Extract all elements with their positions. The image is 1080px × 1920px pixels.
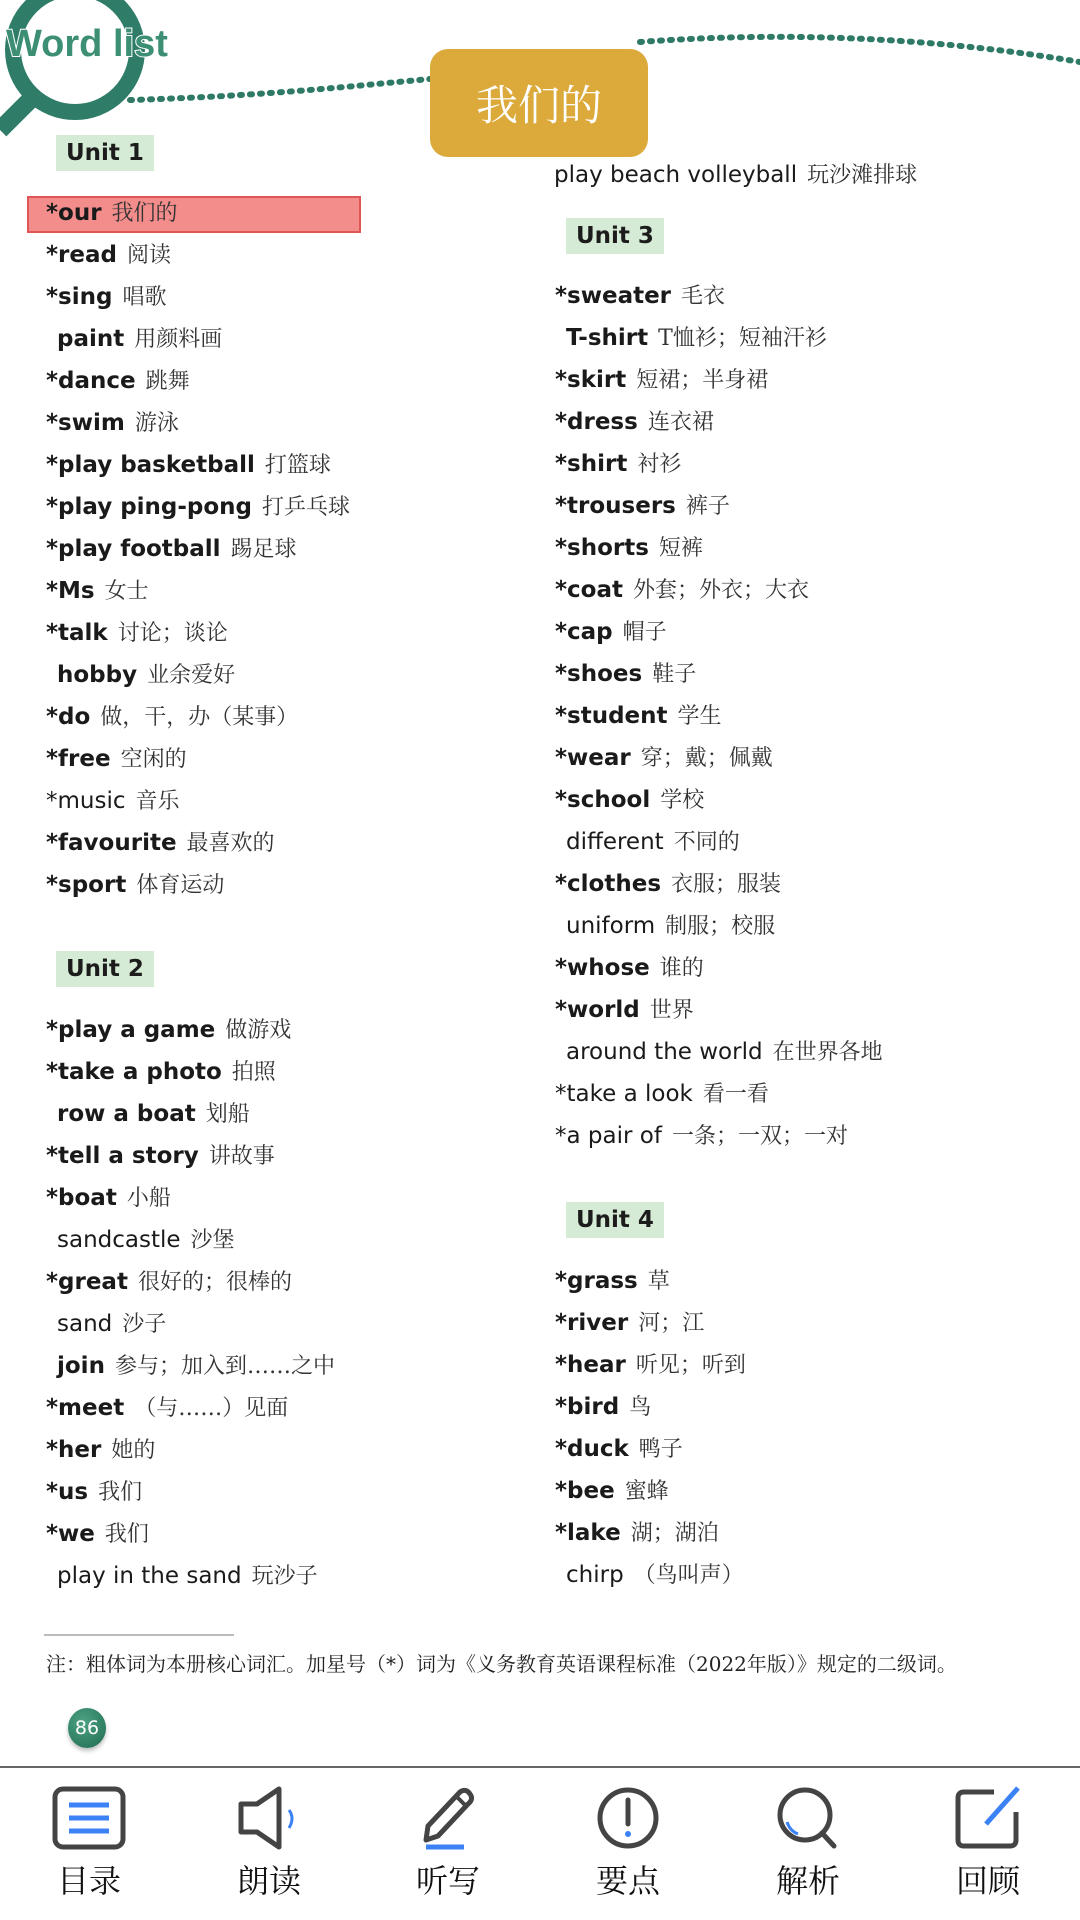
unit-heading: Unit 4 [566, 1202, 664, 1238]
footnote: 注：粗体词为本册核心词汇。加星号（*）词为《义务教育英语课程标准（2022年版）》规定的二级词。 [46, 1652, 957, 1676]
word-entry[interactable] [566, 1037, 883, 1068]
search-icon [770, 1786, 846, 1850]
word-english: *dance [46, 368, 136, 394]
word-chinese: 讨论；谈论 [117, 621, 228, 646]
word-english: *read [46, 242, 117, 268]
word-english: *her [46, 1437, 102, 1463]
nav-read-aloud[interactable] [209, 1770, 329, 1902]
word-entry[interactable] [555, 1308, 704, 1339]
word-english: different [566, 829, 664, 855]
word-entry[interactable] [566, 827, 740, 858]
list-icon [51, 1786, 127, 1850]
word-english: *duck [555, 1436, 629, 1462]
word-chinese: 拍照 [231, 1060, 276, 1085]
nav-label: 解析 [775, 1862, 840, 1900]
word-entry[interactable] [46, 282, 166, 313]
word-chinese: 我们 [98, 1480, 143, 1505]
word-entry[interactable] [46, 1141, 275, 1172]
word-english: play beach volleyball [554, 162, 798, 188]
word-chinese: 用颜料画 [134, 327, 223, 352]
word-english: *trousers [555, 493, 676, 519]
word-entry[interactable] [57, 1099, 250, 1130]
bottom-nav [0, 1770, 1080, 1920]
word-entry[interactable] [555, 575, 809, 606]
word-english: play in the sand [57, 1563, 242, 1589]
word-entry[interactable] [566, 911, 775, 942]
nav-dictation[interactable] [388, 1770, 508, 1902]
word-chinese: 空闲的 [120, 747, 187, 772]
word-english: *play ping-pong [46, 494, 253, 520]
word-english: *lake [555, 1520, 621, 1546]
word-english: chirp [566, 1562, 624, 1588]
nav-label: 听写 [415, 1862, 480, 1900]
word-chinese: 草 [647, 1269, 670, 1294]
word-chinese: 很好的；很棒的 [137, 1270, 292, 1295]
word-entry[interactable] [555, 869, 781, 900]
word-english: uniform [566, 913, 656, 939]
word-entry[interactable] [46, 744, 187, 775]
word-entry[interactable] [46, 366, 190, 397]
word-entry[interactable] [555, 533, 703, 564]
word-chinese: 帽子 [622, 620, 667, 645]
word-english: *cap [555, 619, 613, 645]
word-chinese: 她的 [111, 1438, 156, 1463]
word-entry[interactable] [555, 785, 704, 816]
word-english: paint [57, 326, 125, 352]
unit-heading: Unit 1 [56, 135, 154, 171]
word-english: *play a game [46, 1017, 216, 1043]
word-entry[interactable] [555, 1518, 719, 1549]
word-english: *skirt [555, 367, 627, 393]
word-entry[interactable] [46, 1183, 171, 1214]
word-chinese: 打篮球 [264, 453, 331, 478]
nav-label: 目录 [56, 1862, 121, 1900]
word-english: *bird [555, 1394, 620, 1420]
word-chinese: 短裙；半身裙 [636, 368, 769, 393]
word-chinese: 衣服；服装 [671, 872, 782, 897]
word-english: *sport [46, 872, 127, 898]
word-chinese: 裤子 [685, 494, 730, 519]
word-entry[interactable] [555, 995, 694, 1026]
word-english: *dress [555, 409, 638, 435]
word-entry[interactable] [555, 365, 768, 396]
word-entry[interactable] [46, 450, 331, 481]
word-entry[interactable] [555, 281, 725, 312]
word-entry[interactable] [46, 618, 228, 649]
word-chinese: 谁的 [659, 956, 704, 981]
word-entry[interactable] [555, 1392, 651, 1423]
word-english: sandcastle [57, 1227, 181, 1253]
word-english: *play football [46, 536, 221, 562]
word-english: *swim [46, 410, 125, 436]
edit-square-icon [950, 1786, 1026, 1850]
word-chinese: 我们 [104, 1522, 149, 1547]
word-english: *favourite [46, 830, 177, 856]
word-entry[interactable] [555, 1476, 669, 1507]
word-entry[interactable] [57, 1309, 166, 1340]
word-english: *shoes [555, 661, 643, 687]
word-english: T-shirt [566, 325, 649, 351]
word-english: *shirt [555, 451, 628, 477]
word-chinese: 学生 [677, 704, 722, 729]
nav-label: 回顾 [955, 1862, 1020, 1900]
word-chinese: 鞋子 [652, 662, 697, 687]
word-entry[interactable] [46, 786, 180, 817]
word-english: *meet [46, 1395, 125, 1421]
word-entry[interactable] [555, 1079, 769, 1110]
word-entry[interactable] [46, 576, 149, 607]
word-chinese: 参与；加入到……之中 [114, 1354, 335, 1379]
word-chinese: 做游戏 [225, 1018, 292, 1043]
nav-analysis[interactable] [748, 1770, 868, 1902]
word-chinese: 玩沙滩排球 [807, 163, 918, 188]
word-chinese: 玩沙子 [251, 1564, 318, 1589]
pencil-icon [410, 1786, 486, 1850]
word-chinese: 短裤 [658, 536, 703, 561]
word-chinese: 湖；湖泊 [630, 1521, 719, 1546]
word-chinese: 鸟 [629, 1395, 652, 1420]
word-entry[interactable] [555, 659, 696, 690]
unit-heading: Unit 3 [566, 218, 664, 254]
word-chinese: 小船 [126, 1186, 171, 1211]
word-entry[interactable] [46, 828, 275, 859]
word-chinese: 看一看 [702, 1082, 769, 1107]
nav-label: 朗读 [236, 1862, 301, 1900]
word-entry[interactable] [554, 160, 917, 191]
word-english: *play basketball [46, 452, 255, 478]
word-chinese: 不同的 [673, 830, 740, 855]
page-number-badge: 86 [68, 1708, 106, 1748]
word-entry[interactable] [46, 1477, 142, 1508]
exclamation-circle-icon [590, 1786, 666, 1850]
word-chinese: （鸟叫声） [633, 1563, 744, 1588]
nav-contents[interactable] [29, 1770, 149, 1902]
word-chinese: 唱歌 [122, 285, 167, 310]
word-chinese: 河；江 [638, 1311, 705, 1336]
word-english: around the world [566, 1039, 763, 1065]
word-english: *free [46, 746, 111, 772]
word-chinese: 划船 [205, 1102, 250, 1127]
word-entry[interactable] [555, 449, 681, 480]
word-english: *grass [555, 1268, 638, 1294]
word-entry[interactable] [57, 1225, 235, 1256]
word-english: *take a look [555, 1081, 693, 1107]
word-english: *hear [555, 1352, 626, 1378]
word-entry[interactable] [566, 323, 827, 354]
word-chinese: 打乒乓球 [262, 495, 351, 520]
nav-review[interactable] [928, 1770, 1048, 1902]
word-entry[interactable] [57, 660, 235, 691]
word-english: *us [46, 1479, 89, 1505]
word-english: *a pair of [555, 1123, 662, 1149]
word-entry[interactable] [555, 1266, 670, 1297]
word-chinese: 女士 [104, 579, 149, 604]
word-chinese: 学校 [660, 788, 705, 813]
word-chinese: 衬衫 [637, 452, 682, 477]
word-english: *Ms [46, 578, 95, 604]
word-chinese: 制服；校服 [665, 914, 776, 939]
word-entry[interactable] [46, 1393, 288, 1424]
word-chinese: 跳舞 [145, 369, 190, 394]
word-entry[interactable] [46, 1015, 291, 1046]
word-chinese: 沙堡 [190, 1228, 235, 1253]
word-chinese: 体育运动 [136, 873, 225, 898]
word-entry[interactable] [46, 240, 171, 271]
word-entry[interactable] [555, 1434, 683, 1465]
nav-label: 要点 [595, 1862, 660, 1900]
word-english: hobby [57, 662, 138, 688]
magnifier-logo [0, 0, 137, 130]
word-chinese: 连衣裙 [647, 410, 714, 435]
word-chinese: 穿；戴；佩戴 [640, 746, 773, 771]
word-english: *take a photo [46, 1059, 222, 1085]
word-entry[interactable] [46, 492, 350, 523]
word-chinese: 业余爱好 [147, 663, 236, 688]
word-chinese: 阅读 [126, 243, 171, 268]
word-chinese: 游泳 [134, 411, 179, 436]
word-chinese: 一条；一双；一对 [671, 1124, 848, 1149]
word-entry[interactable] [555, 491, 730, 522]
translation-popup[interactable] [430, 49, 648, 157]
word-chinese: 最喜欢的 [186, 831, 275, 856]
word-chinese: 做，干，办（某事） [100, 705, 299, 730]
word-english: *bee [555, 1478, 615, 1504]
word-english: *coat [555, 577, 623, 603]
word-entry[interactable] [555, 407, 714, 438]
word-entry[interactable] [46, 408, 179, 439]
nav-key-points[interactable] [568, 1770, 688, 1902]
word-english: *school [555, 787, 651, 813]
logo-text: Word list [6, 23, 168, 65]
word-english: *boat [46, 1185, 117, 1211]
word-chinese: 沙子 [122, 1312, 167, 1337]
word-entry[interactable] [555, 1121, 848, 1152]
word-english: *we [46, 1521, 95, 1547]
word-entry[interactable] [555, 617, 667, 648]
unit-heading: Unit 2 [56, 951, 154, 987]
word-entry[interactable] [555, 743, 773, 774]
word-chinese: 鸭子 [638, 1437, 683, 1462]
word-entry[interactable] [46, 702, 298, 733]
word-entry-selected[interactable] [46, 198, 178, 229]
word-chinese: 外套；外衣；大衣 [632, 578, 809, 603]
word-chinese: 蜜蜂 [624, 1479, 669, 1504]
word-english: *music [46, 788, 126, 814]
word-english: *do [46, 704, 91, 730]
word-english: *wear [555, 745, 631, 771]
word-english: *whose [555, 955, 650, 981]
word-english: *river [555, 1310, 629, 1336]
word-chinese: 音乐 [135, 789, 180, 814]
word-english: *clothes [555, 871, 662, 897]
word-entry[interactable] [57, 324, 222, 355]
word-chinese: 讲故事 [208, 1144, 275, 1169]
word-english: *shorts [555, 535, 649, 561]
word-entry[interactable] [46, 1435, 155, 1466]
word-entry[interactable] [46, 534, 297, 565]
word-chinese: 我们的 [111, 201, 178, 226]
bottom-nav-divider [0, 1766, 1080, 1768]
word-chinese: （与……）见面 [134, 1396, 289, 1421]
word-entry[interactable] [555, 953, 704, 984]
speaker-icon [231, 1786, 307, 1850]
word-entry[interactable] [46, 1267, 292, 1298]
word-english: *our [46, 200, 102, 226]
word-entry[interactable] [46, 1057, 276, 1088]
word-entry[interactable] [566, 1560, 744, 1591]
word-entry[interactable] [555, 701, 722, 732]
word-chinese: 毛衣 [681, 284, 726, 309]
word-chinese: 世界 [649, 998, 694, 1023]
word-english: *great [46, 1269, 128, 1295]
word-english: *student [555, 703, 668, 729]
word-english: join [57, 1353, 105, 1379]
word-english: *tell a story [46, 1143, 199, 1169]
word-english: *sweater [555, 283, 672, 309]
word-english: row a boat [57, 1101, 196, 1127]
word-entry[interactable] [46, 1519, 149, 1550]
popup-text: 我们的 [475, 81, 602, 130]
footnote-divider [44, 1634, 234, 1636]
word-entry[interactable] [555, 1350, 746, 1381]
word-english: *world [555, 997, 640, 1023]
word-chinese: 听见；听到 [635, 1353, 746, 1378]
word-chinese: 在世界各地 [772, 1040, 883, 1065]
word-english: *talk [46, 620, 108, 646]
word-chinese: T恤衫；短袖汗衫 [658, 326, 827, 351]
word-entry[interactable] [46, 870, 224, 901]
word-chinese: 踢足球 [230, 537, 297, 562]
word-english: *sing [46, 284, 113, 310]
word-entry[interactable] [57, 1351, 335, 1382]
word-entry[interactable] [57, 1561, 318, 1592]
word-english: sand [57, 1311, 113, 1337]
